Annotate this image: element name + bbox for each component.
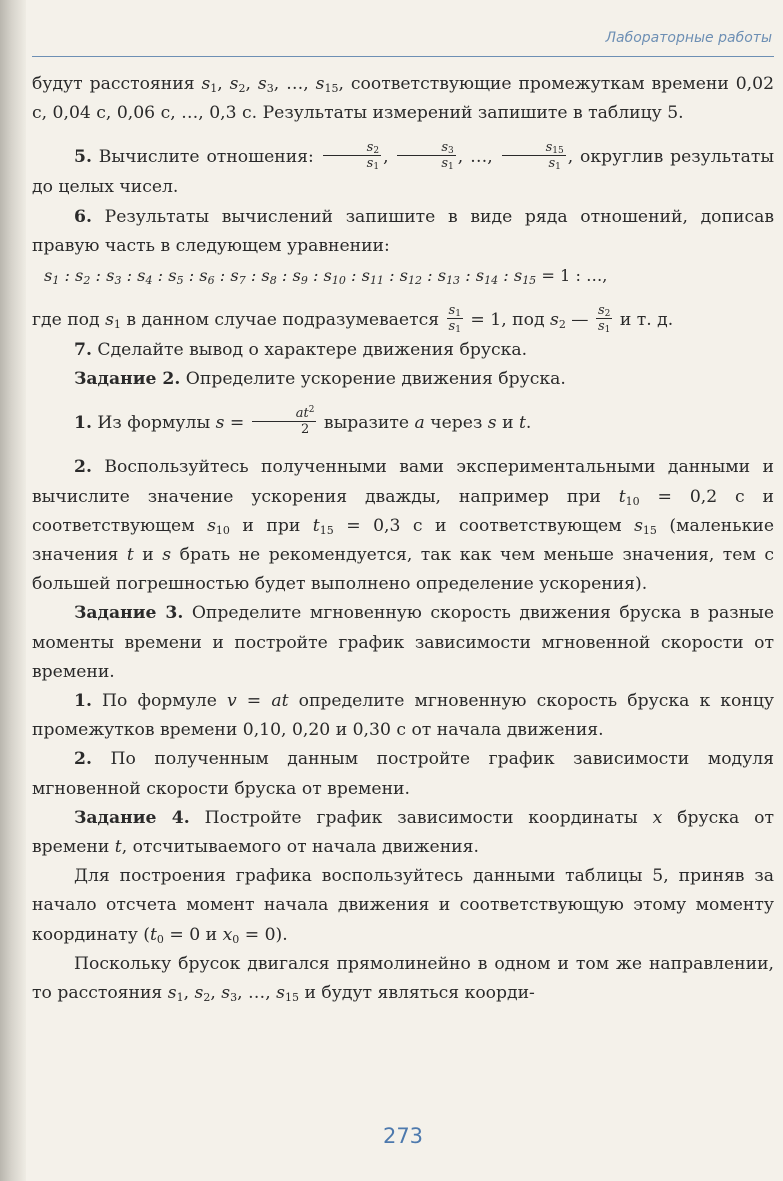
step-7: 7. Сделайте вывод о характере движения бруска. (74, 340, 528, 361)
paragraph-graph: Для построения графика воспользуйтесь данными таблицы 5, приняв за начало отсчета момент начала движения и соответствующую этому моменту координату ($t_0 = 0$ и $x_0 = 0$). (32, 866, 774, 946)
task-3-step-2: 2. По полученным данным постройте график зависимости модуля мгновенной скорости бруска от времени. (32, 749, 774, 799)
ratio-explanation: где под $s_1$ в данном случае подразумевается $\frac{s_1}{s_1}$ = 1, под $s_2$ — $\frac{s_2}{s_1}$ и т. д. (32, 303, 674, 336)
task-3-step-1: 1. По формуле v = at определите мгновенную скорость бруска к концу промежутков времени 0,10, 0,20 и 0,30 с от начала движения. (32, 691, 775, 741)
fraction-s2-s1: $\frac{s_2}{s_1}$ (323, 140, 381, 171)
running-header: Лабораторные работы (605, 30, 772, 46)
step-5: 5. Вычислите отношения: $\frac{s_2}{s_1}$ , $\frac{s_3}{s_1}$ , …, $\frac{s_{15}}{s_1}$ , округлив результаты до целых чисел. (32, 140, 775, 198)
paragraph-final: Поскольку брусок двигался прямолинейно в одном и том же направлении, то расстояния $s_1$, $s_2$, $s_3$, …, $s_{15}$ и будут являться коорди- (32, 953, 774, 1005)
page-number: 273 (382, 1124, 424, 1148)
fraction-s15-s1: $\frac{s_{15}}{s_1}$ (502, 140, 566, 171)
task-2-step-2: 2. Воспользуйтесь полученными вами экспериментальными данными и вычислите значение ускорения дважды, например при $t_{10} = 0,2$ с и соответствующем $s_{10}$ и при $t_{15} = 0,3$ с и соответствующем $s_{15}$ (маленькие значения t и s брать не рекомендуется, так как чем меньше значения, тем с большей погрешностью будет выполнено определение ускорения). (32, 457, 775, 595)
task-4-heading: Задание 4. Постройте график зависимости координаты x бруска от времени t, отсчитываемого от начала движения. (32, 807, 774, 858)
step-6: 6. Результаты вычислений запишите в виде ряда отношений, дописав правую часть в следующем уравнении: (32, 206, 774, 256)
task-2-heading: Задание 2. Определите ускорение движения бруска. (74, 369, 566, 390)
paragraph-intro: будут расстояния $s_1$, $s_2$, $s_3$, …, $s_{15}$, соответствующие промежуткам времени 0,02 с, 0,04 с, 0,06 с, …, 0,3 с. Результаты измерений запишите в таблицу 5. (32, 74, 775, 124)
task-3-heading: Задание 3. Определите мгновенную скорость движения бруска в разные моменты времени и постройте график зависимости мгновенной скорости от времени. (32, 603, 774, 682)
book-spine-shadow (0, 0, 26, 1181)
fraction-at2-over-2: $\frac{at^2}{2}$ (252, 406, 317, 437)
task-2-step-1: 1. Из формулы s = $\frac{at^2}{2}$ выразите a через s и t. (74, 405, 532, 438)
header-rule (32, 56, 774, 57)
fraction-s1-s1: $\frac{s_1}{s_1}$ (448, 303, 461, 336)
fraction-s3-s1: $\frac{s_3}{s_1}$ (397, 140, 455, 171)
fraction-s2-s1-b: $\frac{s_2}{s_1}$ (597, 303, 611, 336)
textbook-page (32, 0, 774, 1181)
ratio-equation: $s_1$ : $s_2$ : $s_3$ : $s_4$ : $s_5$ : $s_6$ : $s_7$ : $s_8$ : $s_9$ : $s_{10}$ : $s_{11}$ : $s_{12}$ : $s_{13}$ : $s_{14}$ : $s_{15} = 1$ : …, (44, 266, 608, 288)
page-body (32, 70, 774, 1008)
